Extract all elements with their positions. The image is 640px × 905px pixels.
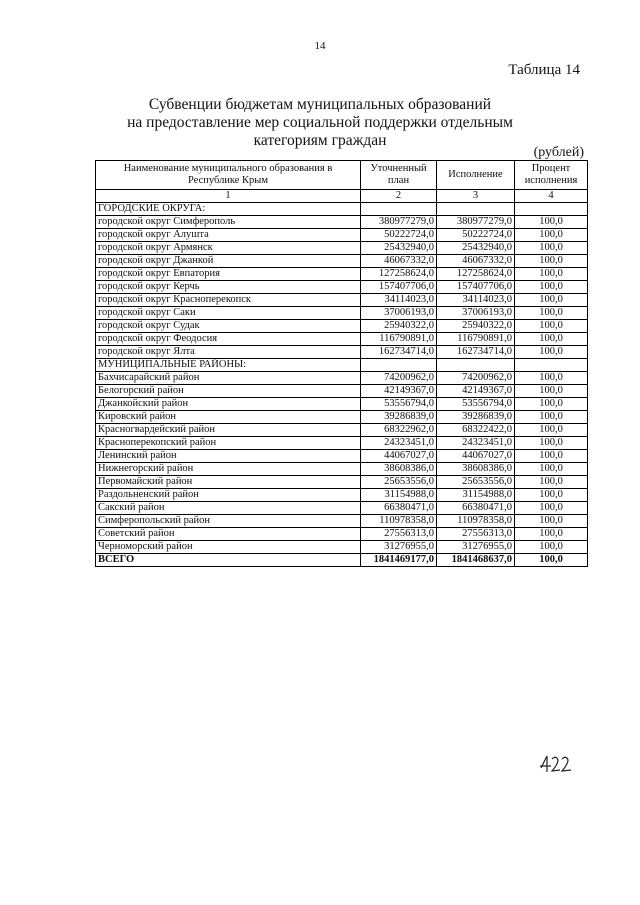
- row-percent: 100,0: [515, 385, 588, 398]
- page-number: 14: [314, 40, 326, 52]
- row-percent: 100,0: [515, 333, 588, 346]
- row-plan: 74200962,0: [361, 372, 437, 385]
- row-fact: 68322422,0: [437, 424, 515, 437]
- row-plan: 31154988,0: [361, 489, 437, 502]
- section-row-urban: [96, 203, 588, 216]
- row-name: городской округ Алушта: [96, 229, 361, 242]
- table-row: [96, 476, 588, 489]
- row-fact: 127258624,0: [437, 268, 515, 281]
- row-percent: 100,0: [515, 398, 588, 411]
- row-name: Нижнегорский район: [96, 463, 361, 476]
- total-fact: 1841468637,0: [437, 554, 515, 567]
- row-percent: 100,0: [515, 528, 588, 541]
- row-name: Бахчисарайский район: [96, 372, 361, 385]
- row-fact: 157407706,0: [437, 281, 515, 294]
- table-row: [96, 372, 588, 385]
- table-row: [96, 268, 588, 281]
- total-row: [96, 554, 588, 567]
- header-row: [96, 161, 588, 190]
- column-number-row: [96, 190, 588, 203]
- row-fact: 42149367,0: [437, 385, 515, 398]
- row-plan: 34114023,0: [361, 294, 437, 307]
- header-percent: Процент исполнения: [515, 161, 588, 190]
- row-name: Черноморский район: [96, 541, 361, 554]
- row-fact: 25653556,0: [437, 476, 515, 489]
- row-plan: 53556794,0: [361, 398, 437, 411]
- row-name: городской округ Евпатория: [96, 268, 361, 281]
- row-name: городской округ Армянск: [96, 242, 361, 255]
- column-number: 3: [437, 190, 515, 203]
- table-row: [96, 398, 588, 411]
- table-row: [96, 411, 588, 424]
- row-fact: 110978358,0: [437, 515, 515, 528]
- row-name: Раздольненский район: [96, 489, 361, 502]
- row-plan: 110978358,0: [361, 515, 437, 528]
- table-row: [96, 229, 588, 242]
- row-fact: 380977279,0: [437, 216, 515, 229]
- section-label: ГОРОДСКИЕ ОКРУГА:: [96, 203, 361, 216]
- row-plan: 157407706,0: [361, 281, 437, 294]
- row-fact: 27556313,0: [437, 528, 515, 541]
- row-plan: 116790891,0: [361, 333, 437, 346]
- title-line-2: на предоставление мер социальной поддержки отдельным: [127, 114, 513, 131]
- row-plan: 127258624,0: [361, 268, 437, 281]
- row-fact: 39286839,0: [437, 411, 515, 424]
- row-fact: 44067027,0: [437, 450, 515, 463]
- row-fact: 116790891,0: [437, 333, 515, 346]
- row-fact: 66380471,0: [437, 502, 515, 515]
- row-percent: 100,0: [515, 346, 588, 359]
- table-label: Таблица 14: [508, 62, 580, 78]
- row-name: Джанкойский район: [96, 398, 361, 411]
- row-plan: 38608386,0: [361, 463, 437, 476]
- row-percent: 100,0: [515, 372, 588, 385]
- row-fact: 162734714,0: [437, 346, 515, 359]
- row-name: городской округ Керчь: [96, 281, 361, 294]
- handwritten-page-number: [538, 752, 578, 776]
- row-name: городской округ Симферополь: [96, 216, 361, 229]
- table-title: [120, 96, 520, 150]
- row-percent: 100,0: [515, 242, 588, 255]
- row-percent: 100,0: [515, 255, 588, 268]
- row-percent: 100,0: [515, 424, 588, 437]
- row-plan: 25653556,0: [361, 476, 437, 489]
- row-percent: 100,0: [515, 450, 588, 463]
- row-percent: 100,0: [515, 229, 588, 242]
- row-name: Кировский район: [96, 411, 361, 424]
- row-fact: 24323451,0: [437, 437, 515, 450]
- row-name: городской округ Красноперекопск: [96, 294, 361, 307]
- row-name: Сакский район: [96, 502, 361, 515]
- row-name: городской округ Судак: [96, 320, 361, 333]
- row-percent: 100,0: [515, 515, 588, 528]
- row-fact: 53556794,0: [437, 398, 515, 411]
- table-row: [96, 307, 588, 320]
- row-plan: 42149367,0: [361, 385, 437, 398]
- column-number: 4: [515, 190, 588, 203]
- table-row: [96, 515, 588, 528]
- header-plan: Уточненный план: [361, 161, 437, 190]
- section-label: МУНИЦИПАЛЬНЫЕ РАЙОНЫ:: [96, 359, 361, 372]
- row-name: Красноперекопский район: [96, 437, 361, 450]
- row-name: Симферопольский район: [96, 515, 361, 528]
- table-row: [96, 528, 588, 541]
- row-fact: 25432940,0: [437, 242, 515, 255]
- row-fact: 37006193,0: [437, 307, 515, 320]
- row-fact: 38608386,0: [437, 463, 515, 476]
- row-plan: 37006193,0: [361, 307, 437, 320]
- table-row: [96, 216, 588, 229]
- row-fact: 25940322,0: [437, 320, 515, 333]
- table-row: [96, 502, 588, 515]
- table-row: [96, 424, 588, 437]
- row-plan: 39286839,0: [361, 411, 437, 424]
- total-plan: 1841469177,0: [361, 554, 437, 567]
- column-number: 2: [361, 190, 437, 203]
- row-name: городской округ Саки: [96, 307, 361, 320]
- row-percent: 100,0: [515, 320, 588, 333]
- row-percent: 100,0: [515, 541, 588, 554]
- row-plan: 25432940,0: [361, 242, 437, 255]
- row-name: Белогорский район: [96, 385, 361, 398]
- title-line-3: категориям граждан: [253, 132, 387, 149]
- row-name: Советский район: [96, 528, 361, 541]
- row-plan: 25940322,0: [361, 320, 437, 333]
- row-percent: 100,0: [515, 268, 588, 281]
- row-plan: 27556313,0: [361, 528, 437, 541]
- header-fact: Исполнение: [437, 161, 515, 190]
- row-plan: 380977279,0: [361, 216, 437, 229]
- row-name: Красногвардейский район: [96, 424, 361, 437]
- row-plan: 31276955,0: [361, 541, 437, 554]
- table-row: [96, 437, 588, 450]
- row-percent: 100,0: [515, 437, 588, 450]
- row-name: городской округ Ялта: [96, 346, 361, 359]
- row-percent: 100,0: [515, 489, 588, 502]
- table-row: [96, 385, 588, 398]
- row-percent: 100,0: [515, 476, 588, 489]
- row-percent: 100,0: [515, 307, 588, 320]
- header-name: Наименование муниципального образования в Республике Крым: [96, 161, 361, 190]
- table-row: [96, 450, 588, 463]
- table-row: [96, 346, 588, 359]
- row-name: Первомайский район: [96, 476, 361, 489]
- row-plan: 46067332,0: [361, 255, 437, 268]
- table-row: [96, 463, 588, 476]
- table-row: [96, 255, 588, 268]
- row-fact: 50222724,0: [437, 229, 515, 242]
- row-percent: 100,0: [515, 502, 588, 515]
- row-fact: 31154988,0: [437, 489, 515, 502]
- row-plan: 66380471,0: [361, 502, 437, 515]
- row-fact: 74200962,0: [437, 372, 515, 385]
- total-label: ВСЕГО: [96, 554, 361, 567]
- section-row-districts: [96, 359, 588, 372]
- row-plan: 68322962,0: [361, 424, 437, 437]
- row-fact: 46067332,0: [437, 255, 515, 268]
- row-name: городской округ Феодосия: [96, 333, 361, 346]
- table-row: [96, 320, 588, 333]
- row-fact: 31276955,0: [437, 541, 515, 554]
- column-number: 1: [96, 190, 361, 203]
- row-name: городской округ Джанкой: [96, 255, 361, 268]
- row-percent: 100,0: [515, 294, 588, 307]
- row-percent: 100,0: [515, 216, 588, 229]
- total-percent: 100,0: [515, 554, 588, 567]
- table-row: [96, 242, 588, 255]
- row-plan: 44067027,0: [361, 450, 437, 463]
- row-plan: 162734714,0: [361, 346, 437, 359]
- table-row: [96, 294, 588, 307]
- units-label: (рублей): [533, 145, 584, 160]
- subsidies-table: [95, 160, 588, 567]
- title-line-1: Субвенции бюджетам муниципальных образований: [148, 96, 492, 113]
- row-plan: 24323451,0: [361, 437, 437, 450]
- row-fact: 34114023,0: [437, 294, 515, 307]
- row-percent: 100,0: [515, 281, 588, 294]
- table-row: [96, 281, 588, 294]
- table-row: [96, 489, 588, 502]
- row-percent: 100,0: [515, 463, 588, 476]
- row-name: Ленинский район: [96, 450, 361, 463]
- table-row: [96, 333, 588, 346]
- row-percent: 100,0: [515, 411, 588, 424]
- table-row: [96, 541, 588, 554]
- row-plan: 50222724,0: [361, 229, 437, 242]
